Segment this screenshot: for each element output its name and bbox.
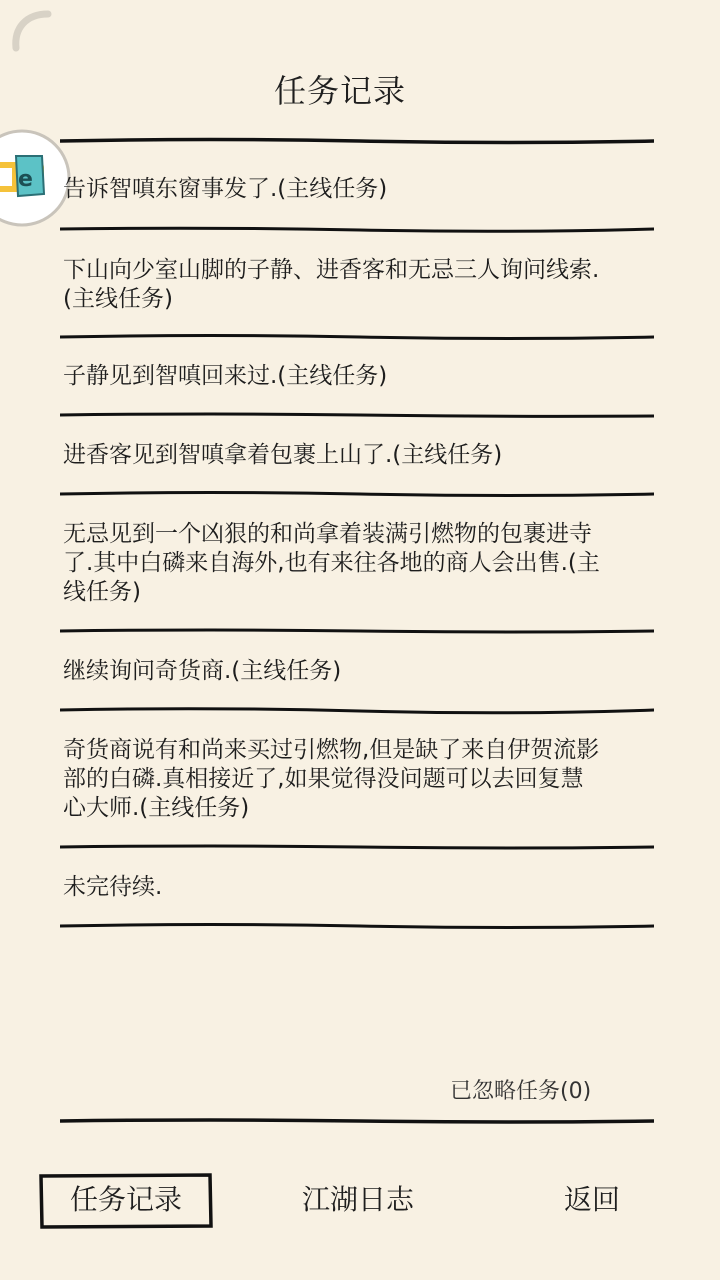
quest-item[interactable]: [63, 441, 653, 470]
quest-line: 心大师.(主线任务): [63, 795, 250, 821]
tab-quest-log-label: 任务记录: [69, 1183, 182, 1216]
quest-line: 下山向少室山脚的子静、进香客和无忌三人询问线索.: [63, 257, 600, 283]
quest-line: 线任务): [63, 579, 141, 605]
quest-line: 继续询问奇货商.(主线任务): [63, 658, 342, 684]
quest-item[interactable]: [63, 175, 653, 204]
page-title: 任务记录: [273, 72, 406, 110]
tab-jianghu-log[interactable]: [270, 1178, 446, 1224]
back-button-label: 返回: [563, 1183, 620, 1216]
quest-line: 无忌见到一个凶狠的和尚拿着装满引燃物的包裹进寺: [63, 521, 592, 547]
quest-line: (主线任务): [63, 286, 173, 312]
quest-item[interactable]: [63, 256, 653, 314]
svg-text:e: e: [18, 167, 33, 192]
quest-item[interactable]: [63, 657, 653, 686]
quest-item[interactable]: [63, 873, 653, 902]
back-button[interactable]: [532, 1178, 652, 1224]
quest-line: 奇货商说有和尚来买过引燃物,但是缺了来自伊贺流影: [63, 737, 600, 763]
quest-line: 了.其中白磷来自海外,也有来往各地的商人会出售.(主: [63, 550, 600, 576]
quest-line: 进香客见到智嗔拿着包裹上山了.(主线任务): [63, 442, 503, 468]
quest-line: 未完待续.: [63, 874, 163, 900]
quest-line: 部的白磷.真相接近了,如果觉得没问题可以去回复慧: [63, 766, 584, 792]
quest-line: 告诉智嗔东窗事发了.(主线任务): [63, 176, 388, 202]
tab-quest-log[interactable]: [40, 1178, 212, 1224]
quest-item[interactable]: [63, 736, 653, 823]
quest-item[interactable]: [63, 362, 653, 391]
quest-item[interactable]: [63, 520, 653, 607]
ignored-tasks-button[interactable]: 已忽略任务(0): [450, 1079, 592, 1104]
quest-line: 子静见到智嗔回来过.(主线任务): [63, 363, 388, 389]
tab-jianghu-log-label: 江湖日志: [301, 1183, 414, 1216]
